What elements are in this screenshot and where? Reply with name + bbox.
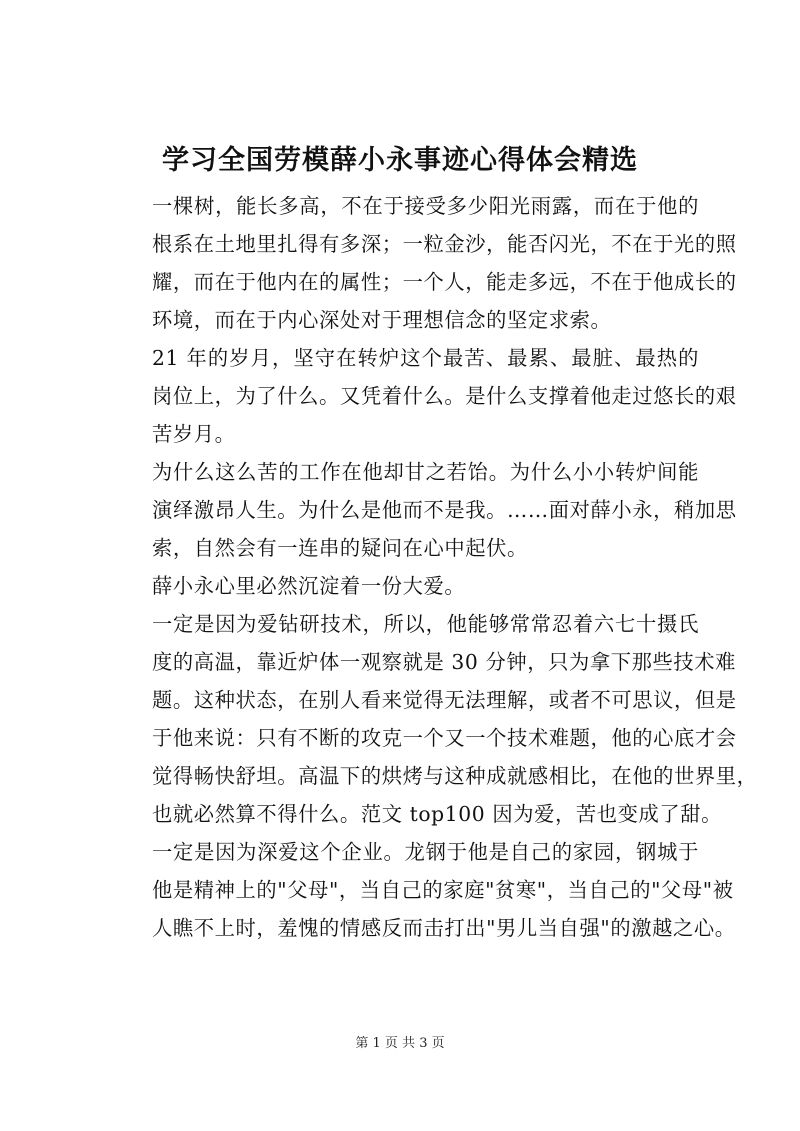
document-title: 学习全国劳模薛小永事迹心得体会精选 <box>162 145 638 176</box>
paragraph <box>111 453 737 567</box>
text-line: 21 年的岁月，坚守在转炉这个最苦、最累、最脏、最热的 <box>152 346 699 370</box>
text-line: 于他来说：只有不断的攻克一个又一个技术难题，他的心底才会 <box>152 726 737 750</box>
paragraph <box>111 187 737 339</box>
text-line: 一定是因为爱钻研技术，所以，他能够常常忍着六七十摄氏 <box>152 612 699 636</box>
text-line: 根系在土地里扎得有多深；一粒金沙，能否闪光，不在于光的照 <box>152 232 737 256</box>
paragraph <box>111 605 758 833</box>
text-line: 演绎激昂人生。为什么是他而不是我。……面对薛小永，稍加思 <box>152 498 737 522</box>
paragraph <box>111 833 736 947</box>
text-line: 苦岁月。 <box>152 422 236 446</box>
text-line: 也就必然算不得什么。范文 top100 因为爱，苦也变成了甜。 <box>152 802 723 826</box>
text-line: 题。这种状态，在别人看来觉得无法理解，或者不可思议，但是 <box>152 688 737 712</box>
text-line: 他是精神上的"父母"，当自己的家庭"贫寒"，当自己的"父母"被 <box>152 878 734 902</box>
text-line: 耀，而在于他内在的属性；一个人，能走多远，不在于他成长的 <box>152 270 737 294</box>
page-footer: 第 1 页 共 3 页 <box>355 1036 445 1051</box>
text-line: 度的高温，靠近炉体一观察就是 30 分钟，只为拿下那些技术难 <box>152 650 737 674</box>
text-line: 人瞧不上时，羞愧的情感反而击打出"男儿当自强"的激越之心。 <box>152 916 736 940</box>
text-line: 觉得畅快舒坦。高温下的烘烤与这种成就感相比，在他的世界里， <box>152 764 758 788</box>
paragraph <box>111 339 737 453</box>
paragraph <box>111 567 699 605</box>
text-line: 一定是因为深爱这个企业。龙钢于他是自己的家园，钢城于 <box>152 840 699 864</box>
text-line: 为什么这么苦的工作在他却甘之若饴。为什么小小转炉间能 <box>152 460 699 484</box>
text-line: 索，自然会有一连串的疑问在心中起伏。 <box>152 536 528 560</box>
text-line: 薛小永心里必然沉淀着一份大爱。 <box>152 574 466 598</box>
document-body <box>111 187 758 947</box>
text-line: 岗位上，为了什么。又凭着什么。是什么支撑着他走过悠长的艰 <box>152 384 737 408</box>
text-line: 一棵树，能长多高，不在于接受多少阳光雨露，而在于他的 <box>152 194 699 218</box>
text-line: 环境，而在于内心深处对于理想信念的坚定求索。 <box>152 308 612 332</box>
